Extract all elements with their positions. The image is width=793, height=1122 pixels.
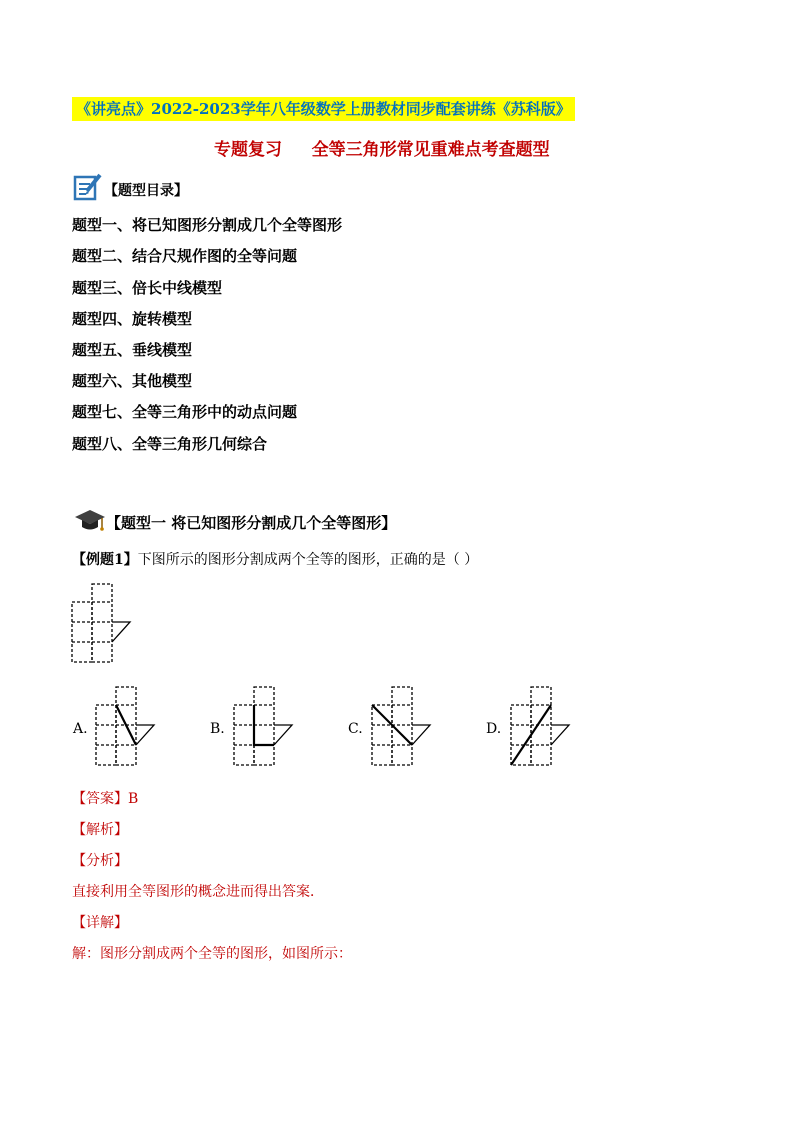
toc-item: 题型七、全等三角形中的动点问题 (72, 403, 298, 421)
detail-text: 解：图形分割成两个全等的图形，如图所示： (72, 946, 352, 962)
option-label-a: A. (73, 721, 88, 737)
toc-item: 题型一、将已知图形分割成几个全等图形 (72, 216, 343, 234)
toc-item: 题型五、垂线模型 (72, 341, 193, 359)
main-figure (70, 582, 132, 666)
answer-line (72, 788, 138, 808)
option-d-figure (509, 685, 571, 769)
detail-label: 【详解】 (72, 915, 128, 931)
option-label-b: B. (210, 721, 225, 737)
option-b-figure (232, 685, 294, 769)
example-question (72, 549, 478, 569)
section-heading: 【题型一 将已知图形分割成几个全等图形】 (106, 514, 397, 532)
answer-value: B (128, 791, 139, 807)
example-text: 下图所示的图形分割成两个全等的图形，正确的是（ ） (137, 552, 479, 568)
graduation-cap-icon (74, 508, 106, 534)
answer-label: 【答案】 (72, 791, 128, 807)
example-label: 【例题1】 (72, 552, 138, 568)
option-a-figure (94, 685, 156, 769)
notebook-pencil-icon (73, 172, 103, 202)
option-label-c: C. (348, 721, 363, 737)
option-c-figure (370, 685, 432, 769)
toc-item: 题型二、结合尺规作图的全等问题 (72, 247, 298, 265)
header-banner: 《讲亮点》2022-2023学年八年级数学上册教材同步配套讲练《苏科版》 (72, 97, 575, 121)
toc-item: 题型八、全等三角形几何综合 (72, 435, 268, 453)
page-title: 专题复习 全等三角形常见重难点考查题型 (214, 140, 550, 160)
option-label-d: D. (486, 721, 502, 737)
fenxi-text: 直接利用全等图形的概念进而得出答案． (72, 884, 324, 900)
toc-heading: 【题型目录】 (104, 183, 188, 199)
fenxi-label: 【分析】 (72, 853, 128, 869)
toc-item: 题型四、旋转模型 (72, 310, 193, 328)
analysis-label: 【解析】 (72, 822, 128, 838)
toc-item: 题型三、倍长中线模型 (72, 279, 223, 297)
toc-item: 题型六、其他模型 (72, 372, 193, 390)
